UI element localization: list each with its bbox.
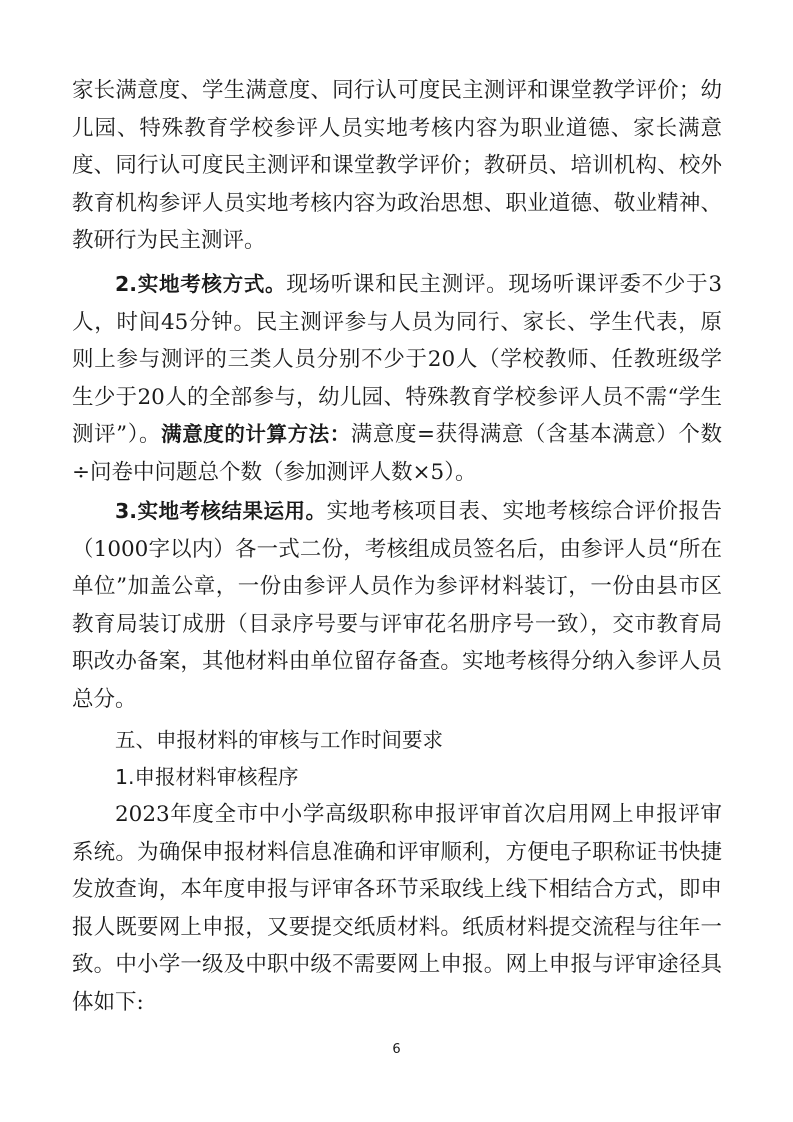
paragraph-text: 2023年度全市中小学高级职称申报评审首次启用网上申报评审系统。为确保申报材料信息准确和评审顺利，方便电子职称证书快捷发放查询，本年度申报与评审各环节采取线上线下相结合方式，即申报人既要网上申报，又要提交纸质材料。纸质材料提交流程与往年一致。中小学一级及中职中级不需要网上申报。网上申报与评审途径具体如下: — [72, 802, 722, 1015]
item-title: 2.实地考核方式。 — [115, 272, 287, 296]
paragraph-text: 现场听课和民主测评。现场听课评委不少于3人，时间45分钟。民主测评参与人员为同行、家长、学生代表，原则上参与测评的三类人员分别不少于20人（学校教师、任教班级学生少于20人的全部参与，幼儿园、特殊教育学校参评人员不需“学生测评”）。 — [72, 272, 722, 447]
page-number: 6 — [392, 1042, 401, 1057]
inline-bold-term: 满意度的计算方法： — [161, 422, 351, 446]
paragraph-text: 满意度=获得满意（含基本满意）个数÷问卷中问题总个数（参加测评人数×5）。 — [72, 422, 722, 485]
paragraph-text: 家长满意度、学生满意度、同行认可度民主测评和课堂教学评价；幼儿园、特殊教育学校参评人员实地考核内容为职业道德、家长满意度、同行认可度民主测评和课堂教学评价；教研员、培训机构、校外教育机构参评人员实地考核内容为政治思想、职业道德、敬业精神、教研行为民主测评。 — [72, 78, 722, 253]
item-title: 3.实地考核结果运用。 — [115, 499, 327, 523]
paragraph-assessment-results — [72, 493, 722, 718]
section-heading: 五、申报材料的审核与工作时间要求 — [115, 728, 443, 752]
sub-heading: 1.申报材料审核程序 — [115, 765, 299, 789]
paragraph-text: 实地考核项目表、实地考核综合评价报告（1000字以内）各一式二份，考核组成员签名后，由参评人员“所在单位”加盖公章，一份由参评人员作为参评材料装订，一份由县市区教育局装订成册（目录序号要与评审花名册序号一致），交市教育局职改办备案，其他材料由单位留存备查。实地考核得分纳入参评人员总分。 — [72, 499, 722, 712]
paragraph-assessment-content — [72, 72, 722, 260]
paragraph-review-procedure — [72, 796, 722, 1021]
paragraph-assessment-method — [72, 266, 722, 491]
